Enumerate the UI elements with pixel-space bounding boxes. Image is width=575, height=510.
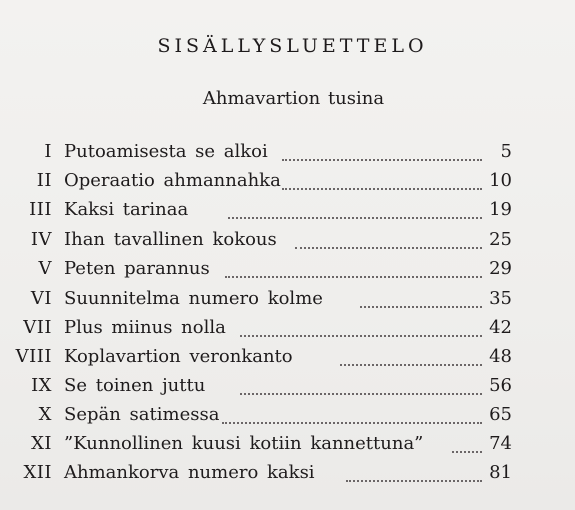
dot-leader [228,215,482,219]
toc-entry [0,400,575,429]
page-number: 35 [489,288,512,309]
chapter-title: Koplavartion veronkanto [64,346,293,367]
dot-leader [346,478,482,482]
toc-entry [0,342,575,371]
chapter-title: Ihan tavallinen kokous [64,229,277,250]
toc-entry [0,429,575,458]
toc-entry [0,254,575,283]
chapter-number: XI [31,433,52,454]
toc-subheading: Ahmavartion tusina [202,88,385,109]
toc-entry [0,458,575,487]
chapter-title: Sepän satimessa [64,404,220,425]
page-number: 29 [489,258,512,279]
chapter-number: XII [23,462,52,483]
toc-entry [0,195,575,224]
toc-heading: SISÄLLYSLUETTELO [157,35,428,57]
chapter-title: Operaatio ahmannahka [64,170,281,191]
dot-leader [222,420,482,424]
chapter-number: III [29,199,52,220]
page-number: 56 [489,375,512,396]
dot-leader [240,333,482,337]
toc-entry [0,166,575,195]
chapter-title: Kaksi tarinaa [64,199,189,220]
dot-leader [225,274,482,278]
dot-leader [282,157,482,161]
toc-entry [0,313,575,342]
chapter-number: X [38,404,52,425]
chapter-number: II [36,170,52,191]
chapter-title: Peten parannus [64,258,210,279]
page-number: 74 [489,433,512,454]
chapter-number: IV [30,229,52,250]
page-number: 5 [500,141,512,162]
page-number: 25 [489,229,512,250]
page-number: 42 [489,317,512,338]
dot-leader [360,304,482,308]
dot-leader [240,391,482,395]
page-number: 65 [489,404,512,425]
chapter-title: ”Kunnollinen kuusi kotiin kannettuna” [64,433,424,454]
page-number: 10 [489,170,512,191]
page-number: 19 [489,199,512,220]
chapter-number: VIII [15,346,52,367]
chapter-number: VII [23,317,52,338]
dot-leader [295,245,482,249]
chapter-title: Suunnitelma numero kolme [64,288,323,309]
chapter-title: Putoamisesta se alkoi [64,141,268,162]
chapter-title: Se toinen juttu [64,375,206,396]
chapter-title: Plus miinus nolla [64,317,226,338]
toc-entry [0,137,575,166]
dot-leader [452,449,482,453]
chapter-number: I [44,141,52,162]
toc-entry [0,371,575,400]
chapter-number: V [38,258,52,279]
dot-leader [282,186,482,190]
chapter-number: IX [31,375,52,396]
page-number: 81 [489,462,512,483]
toc-entry [0,225,575,254]
toc-entry [0,284,575,313]
chapter-title: Ahmankorva numero kaksi [64,462,315,483]
dot-leader [340,362,482,366]
page-number: 48 [489,346,512,367]
chapter-number: VI [30,288,52,309]
